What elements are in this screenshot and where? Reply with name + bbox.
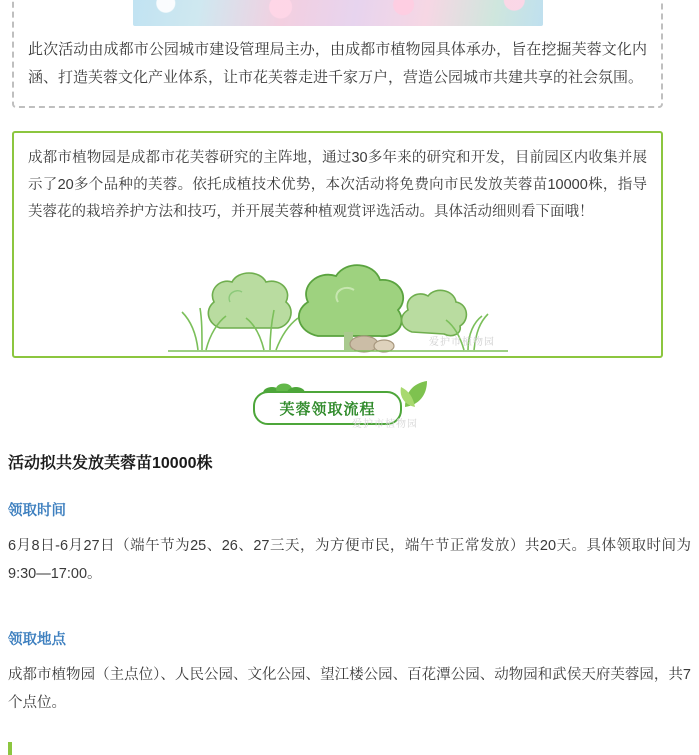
section-banner: [0, 375, 699, 437]
banner-watermark: 爱护市植物园: [352, 419, 418, 430]
garden-trees-illustration: [28, 232, 647, 356]
leaf-sprig-right-icon: [385, 377, 435, 411]
section-text-pickup-location: 成都市植物园（主点位）、人民公园、文化公园、望江楼公园、百花潭公园、动物园和武侯天府芙蓉园，共7个点位。: [8, 667, 691, 711]
section-title-pickup-location: 领取地点: [8, 632, 66, 648]
section-text-pickup-time: 6月8日-6月27日（端午节为25、26、27三天，为方便市民，端午节正常发放）共20天。具体领取时间为9:30—17:00。: [8, 538, 691, 582]
illustration-watermark: 爱护市植物园: [429, 337, 495, 348]
page-title: 活动拟共发放芙蓉苗10000株: [8, 455, 213, 472]
garden-info-paragraph: 成都市植物园是成都市花芙蓉研究的主阵地，通过30多年来的研究和开发，目前园区内收集并展示了20多个品种的芙蓉。依托成植技术优势，本次活动将免费向市民发放芙蓉苗10000株，指导芙蓉花的栽培养护方法和技巧，并开展芙蓉种植观赏评选活动。具体活动细则看下面哦！: [28, 150, 647, 220]
intro-dashed-box: [12, 0, 663, 108]
bottom-green-marker: [8, 742, 12, 755]
banner-label: 芙蓉领取流程: [279, 400, 376, 418]
garden-info-box: [12, 131, 663, 358]
activity-content: [8, 450, 691, 717]
intro-paragraph: 此次活动由成都市公园城市建设管理局主办，由成都市植物园具体承办，旨在挖掘芙蓉文化内涵、打造芙蓉文化产业体系，让市花芙蓉走进千家万户，营造公园城市共建共享的社会氛围。: [28, 41, 647, 86]
flower-photo-strip: [133, 0, 543, 26]
section-title-pickup-time: 领取时间: [8, 503, 66, 519]
